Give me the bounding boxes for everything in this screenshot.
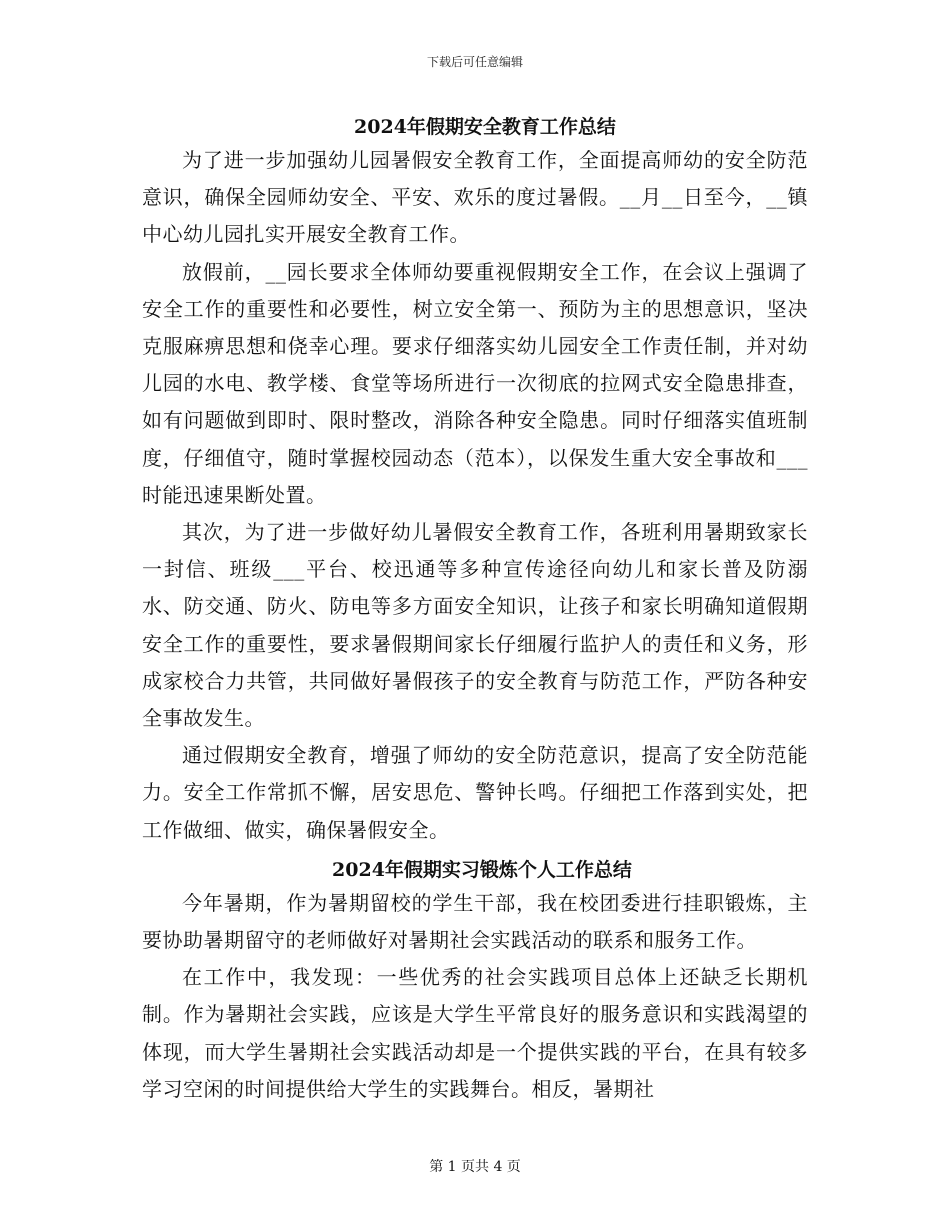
section-title: 2024年假期实习锻炼个人工作总结 (332, 858, 632, 881)
paragraph: 其次，为了进一步做好幼儿暑假安全教育工作，各班利用暑期致家长一封信、班级___平台、校迅通等多种宣传途径向幼儿和家长普及防溺水、防交通、防火、防电等多方面安全知识，让孩子和家长明确知道假期安全工作的重要性，要求暑假期间家长仔细履行监护人的责任和义务，形成家校合力共管，共同做好暑假孩子的安全教育与防范工作，严防各种安全事故发生。 (142, 520, 808, 731)
paragraph: 今年暑期，作为暑期留校的学生干部，我在校团委进行挂职锻炼，主要协助暑期留守的老师做好对暑期社会实践活动的联系和服务工作。 (142, 890, 808, 953)
paragraph: 为了进一步加强幼儿园暑假安全教育工作，全面提高师幼的安全防范意识，确保全园师幼安全、平安、欢乐的度过暑假。__月__日至今，__镇中心幼儿园扎实开展安全教育工作。 (142, 148, 808, 247)
section-title: 2024年假期安全教育工作总结 (354, 116, 616, 138)
paragraph: 放假前，__园长要求全体师幼要重视假期安全工作，在会议上强调了安全工作的重要性和必要性，树立安全第一、预防为主的思想意识，坚决克服麻痹思想和侥幸心理。要求仔细落实幼儿园安全工作责任制，并对幼儿园的水电、教学楼、食堂等场所进行一次彻底的拉网式安全隐患排查，如有问题做到即时、限时整改，消除各种安全隐患。同时仔细落实值班制度，仔细值守，随时掌握校园动态（范本），以保发生重大安全事故和___时能迅速果断处置。 (142, 259, 808, 507)
paragraph: 通过假期安全教育，增强了师幼的安全防范意识，提高了安全防范能力。安全工作常抓不懈，居安思危、警钟长鸣。仔细把工作落到实处，把工作做细、做实，确保暑假安全。 (142, 743, 808, 842)
page-footer: 第 1 页共 4 页 (429, 1159, 521, 1175)
header-note: 下载后可任意编辑 (426, 55, 523, 69)
document-body (142, 112, 808, 1108)
paragraph: 在工作中，我发现：一些优秀的社会实践项目总体上还缺乏长期机制。作为暑期社会实践，应该是大学生平常良好的服务意识和实践渴望的体现，而大学生暑期社会实践活动却是一个提供实践的平台，在具有较多学习空闲的时间提供给大学生的实践舞台。相反，暑期社 (142, 965, 808, 1101)
